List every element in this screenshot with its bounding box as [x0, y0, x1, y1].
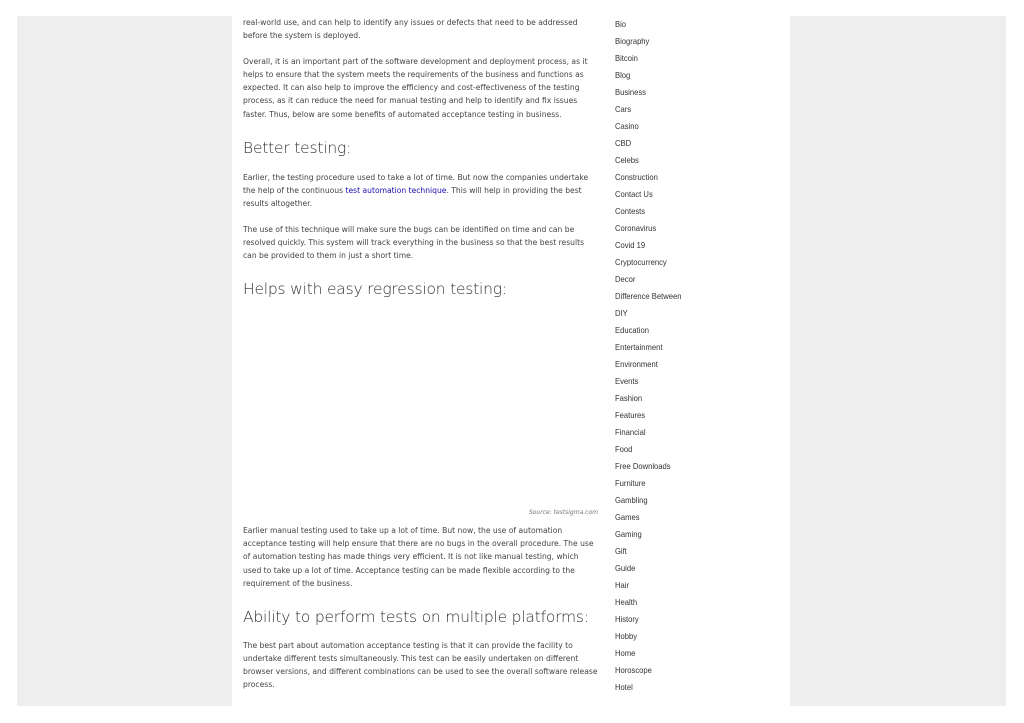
section-heading-regression-testing: Helps with easy regression testing: — [243, 280, 507, 299]
category-link-contests[interactable]: Contests — [615, 206, 646, 216]
article-image — [243, 299, 598, 505]
category-link-home[interactable]: Home — [615, 648, 636, 658]
category-list — [615, 16, 785, 696]
left-page-margin — [17, 16, 232, 706]
article-paragraph: The best part about automation acceptance testing is that it can provide the facility to undertake different tests simultaneously. This test can be easily undertaken on different browser versions, and different combinations can be used to see the overall software release process. — [243, 640, 598, 689]
category-link-bitcoin[interactable]: Bitcoin — [615, 53, 638, 63]
article-paragraph: The use of this technique will make sure the bugs can be identified on time and can be resolved quickly. This system will track everything in the business so that the best results can be provided to them in just a short time. — [243, 224, 585, 261]
category-link-financial[interactable]: Financial — [615, 427, 646, 437]
category-link-blog[interactable]: Blog — [615, 70, 631, 80]
paragraph-text: Earlier, the testing procedure used to take a lot of time. But now the companies undertake the help of the continuous — [243, 172, 589, 195]
category-link-contact-us[interactable]: Contact Us — [615, 189, 653, 199]
category-link-food[interactable]: Food — [615, 444, 633, 454]
category-link-guide[interactable]: Guide — [615, 563, 636, 573]
article-paragraph: Overall, it is an important part of the software development and deployment process, as it helps to ensure that the system meets the requirements of the business and functions as expected. It can also help to improve the efficiency and cost-effectiveness of the testing process, as it can reduce the need for manual testing and help to identify and fix issues faster. Thus, below are some benefits of automated acceptance testing in business. — [243, 57, 588, 119]
category-link-construction[interactable]: Construction — [615, 172, 658, 182]
category-link-cars[interactable]: Cars — [615, 104, 632, 114]
category-link-covid-19[interactable]: Covid 19 — [615, 240, 646, 250]
right-page-margin — [790, 16, 1006, 706]
test-automation-link[interactable]: test automation technique — [345, 185, 447, 195]
category-link-diy[interactable]: DIY — [615, 308, 628, 318]
section-heading-multiple-platforms: Ability to perform tests on multiple platforms: — [243, 607, 589, 626]
category-link-health[interactable]: Health — [615, 597, 638, 607]
category-link-education[interactable]: Education — [615, 325, 649, 335]
category-link-difference-between[interactable]: Difference Between — [615, 291, 682, 301]
category-link-features[interactable]: Features — [615, 410, 646, 420]
category-link-celebs[interactable]: Celebs — [615, 155, 639, 165]
category-link-gift[interactable]: Gift — [615, 546, 627, 556]
category-link-business[interactable]: Business — [615, 87, 646, 97]
image-caption: Source: testsigma.com — [528, 509, 598, 517]
category-link-history[interactable]: History — [615, 614, 639, 624]
article-paragraph: Earlier manual testing used to take up a lot of time. But now, the use of automation acceptance testing will help ensure that there are no bugs in the overall procedure. The use of automation testing has made things very efficient. It is not like manual testing, which used to take up a lot of time. Acceptance testing can be made flexible according to the requirement of the business. — [243, 526, 594, 588]
category-link-fashion[interactable]: Fashion — [615, 393, 643, 403]
category-link-hair[interactable]: Hair — [615, 580, 630, 590]
category-link-horoscope[interactable]: Horoscope — [615, 665, 652, 675]
category-link-casino[interactable]: Casino — [615, 121, 639, 131]
category-link-free-downloads[interactable]: Free Downloads — [615, 461, 671, 471]
category-link-coronavirus[interactable]: Coronavirus — [615, 223, 657, 233]
category-link-events[interactable]: Events — [615, 376, 639, 386]
category-link-games[interactable]: Games — [615, 512, 640, 522]
article-paragraph — [243, 171, 598, 210]
category-link-furniture[interactable]: Furniture — [615, 478, 646, 488]
category-link-decor[interactable]: Decor — [615, 274, 636, 284]
category-link-cryptocurrency[interactable]: Cryptocurrency — [615, 257, 667, 267]
category-link-gambling[interactable]: Gambling — [615, 495, 648, 505]
category-link-biography[interactable]: Biography — [615, 36, 650, 46]
category-link-entertainment[interactable]: Entertainment — [615, 342, 663, 352]
category-link-bio[interactable]: Bio — [615, 19, 627, 29]
section-heading-better-testing: Better testing: — [243, 138, 352, 157]
category-link-gaming[interactable]: Gaming — [615, 529, 642, 539]
paragraph-text: . This will help in providing the best results altogether. — [243, 185, 582, 208]
article-paragraph: real-world use, and can help to identify any issues or defects that need to be addressed before the system is deployed. — [243, 18, 578, 41]
article-content — [243, 16, 598, 691]
category-link-environment[interactable]: Environment — [615, 359, 658, 369]
category-link-hobby[interactable]: Hobby — [615, 631, 638, 641]
category-link-cbd[interactable]: CBD — [615, 138, 632, 148]
category-link-hotel[interactable]: Hotel — [615, 682, 633, 692]
